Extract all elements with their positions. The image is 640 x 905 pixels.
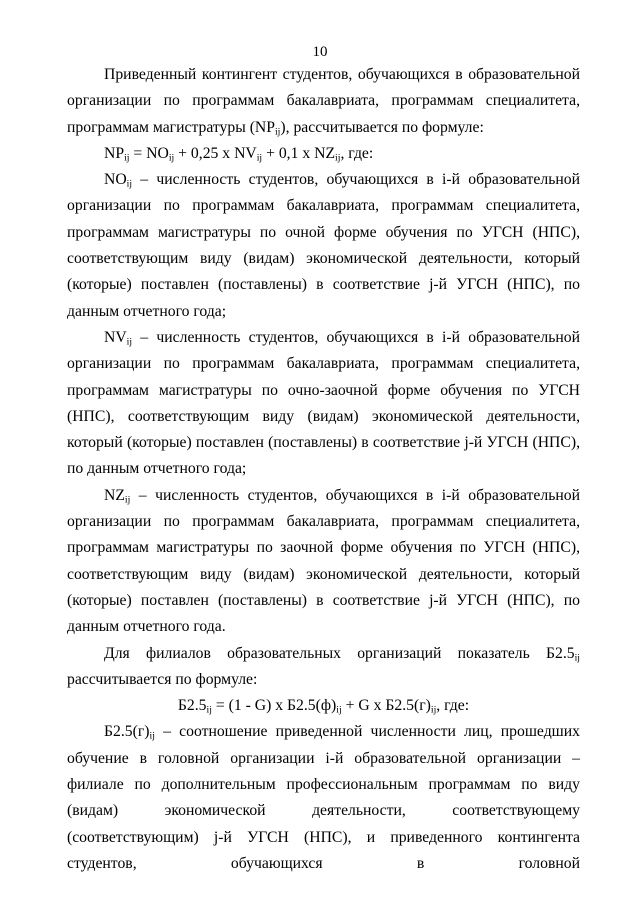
- subscript: ij: [574, 651, 580, 663]
- subscript: ij: [126, 336, 133, 348]
- term: NO: [104, 171, 127, 189]
- paragraph-filial: [67, 641, 580, 694]
- formula-part: = NO: [129, 144, 169, 162]
- formula-part: + 0,1 x NZ: [262, 144, 336, 162]
- term: Б2.5(г): [104, 723, 150, 741]
- term: NV: [104, 328, 127, 346]
- text: ), рассчитывается по формуле:: [280, 118, 484, 136]
- text: Приведенный контингент студентов, обучающихся в образовательной организации по программам бакалавриата, программам специалитета, программам магистратуры (NP: [67, 66, 580, 136]
- text: Для филиалов образовательных организаций показатель Б2.5: [104, 644, 575, 662]
- paragraph-no-definition: [67, 167, 580, 325]
- subscript: ij: [149, 730, 155, 742]
- formula-part: Б2.5: [177, 697, 207, 715]
- subscript: ij: [430, 704, 437, 716]
- formula-np: [67, 141, 580, 167]
- definition-text: – соотношение приведенной численности лиц, прошедших обучение в головной организации i-й образовательной организации – филиале по дополнительным профессиональным программам по виду (видам) экономической деятельности, соответствующему (соответствующим) j-й УГСН (НПС), и приведенного контингента студентов, обучающихся в головной: [67, 723, 580, 872]
- definition-text: – численность студентов, обучающихся в i-й образовательной организации по программам бакалавриата, программам специалитета, программам магистратуры по очно-заочной форме обучения по УГСН (НПС), соответствующим виду (видам) экономической деятельности, который (которые) поставлен (поставлены) в соответствие j-й УГСН (НПС), по данным отчетного года;: [67, 328, 580, 478]
- subscript: ij: [124, 152, 130, 164]
- subscript: ij: [124, 494, 131, 506]
- formula-part: NP: [104, 144, 125, 162]
- subscript: ij: [206, 704, 212, 716]
- definition-text: – численность студентов, обучающихся в i-й образовательной организации по программам бакалавриата, программам специалитета, программам магистратуры по заочной форме обучения по УГСН (НПС), соответствующим виду (видам) экономической деятельности, который (которые) поставлен (поставлены) в соответствие j-й УГСН (НПС), по данным отчетного года.: [67, 486, 580, 636]
- formula-part: , где:: [436, 697, 470, 715]
- subscript: ij: [256, 152, 263, 164]
- paragraph-contingent: [67, 62, 580, 141]
- text: рассчитывается по формуле:: [67, 670, 258, 688]
- formula-part: + 0,25 x NV: [174, 144, 257, 162]
- paragraph-b25g-definition: [67, 719, 580, 877]
- paragraph-nv-definition: [67, 325, 580, 483]
- subscript: ij: [336, 704, 342, 716]
- page-number: 10: [312, 44, 328, 60]
- subscript: ij: [335, 152, 341, 164]
- subscript: ij: [168, 152, 175, 164]
- term: NZ: [104, 486, 125, 504]
- formula-part: + G x Б2.5(г): [341, 697, 431, 715]
- paragraph-nz-definition: [67, 483, 580, 641]
- subscript: ij: [274, 126, 281, 138]
- definition-text: – численность студентов, обучающихся в i-й образовательной организации по программам бакалавриата, программам специалитета, программам магистратуры по очной форме обучения по УГСН (НПС), соответствующим виду (видам) экономической деятельности, который (которые) поставлен (поставлены) в соответствие j-й УГСН (НПС), по данным отчетного года;: [67, 171, 580, 320]
- formula-b25: [67, 693, 580, 719]
- formula-part: = (1 - G) x Б2.5(ф): [211, 697, 337, 715]
- subscript: ij: [126, 178, 133, 190]
- formula-part: , где:: [340, 144, 374, 162]
- document-body: [67, 62, 580, 877]
